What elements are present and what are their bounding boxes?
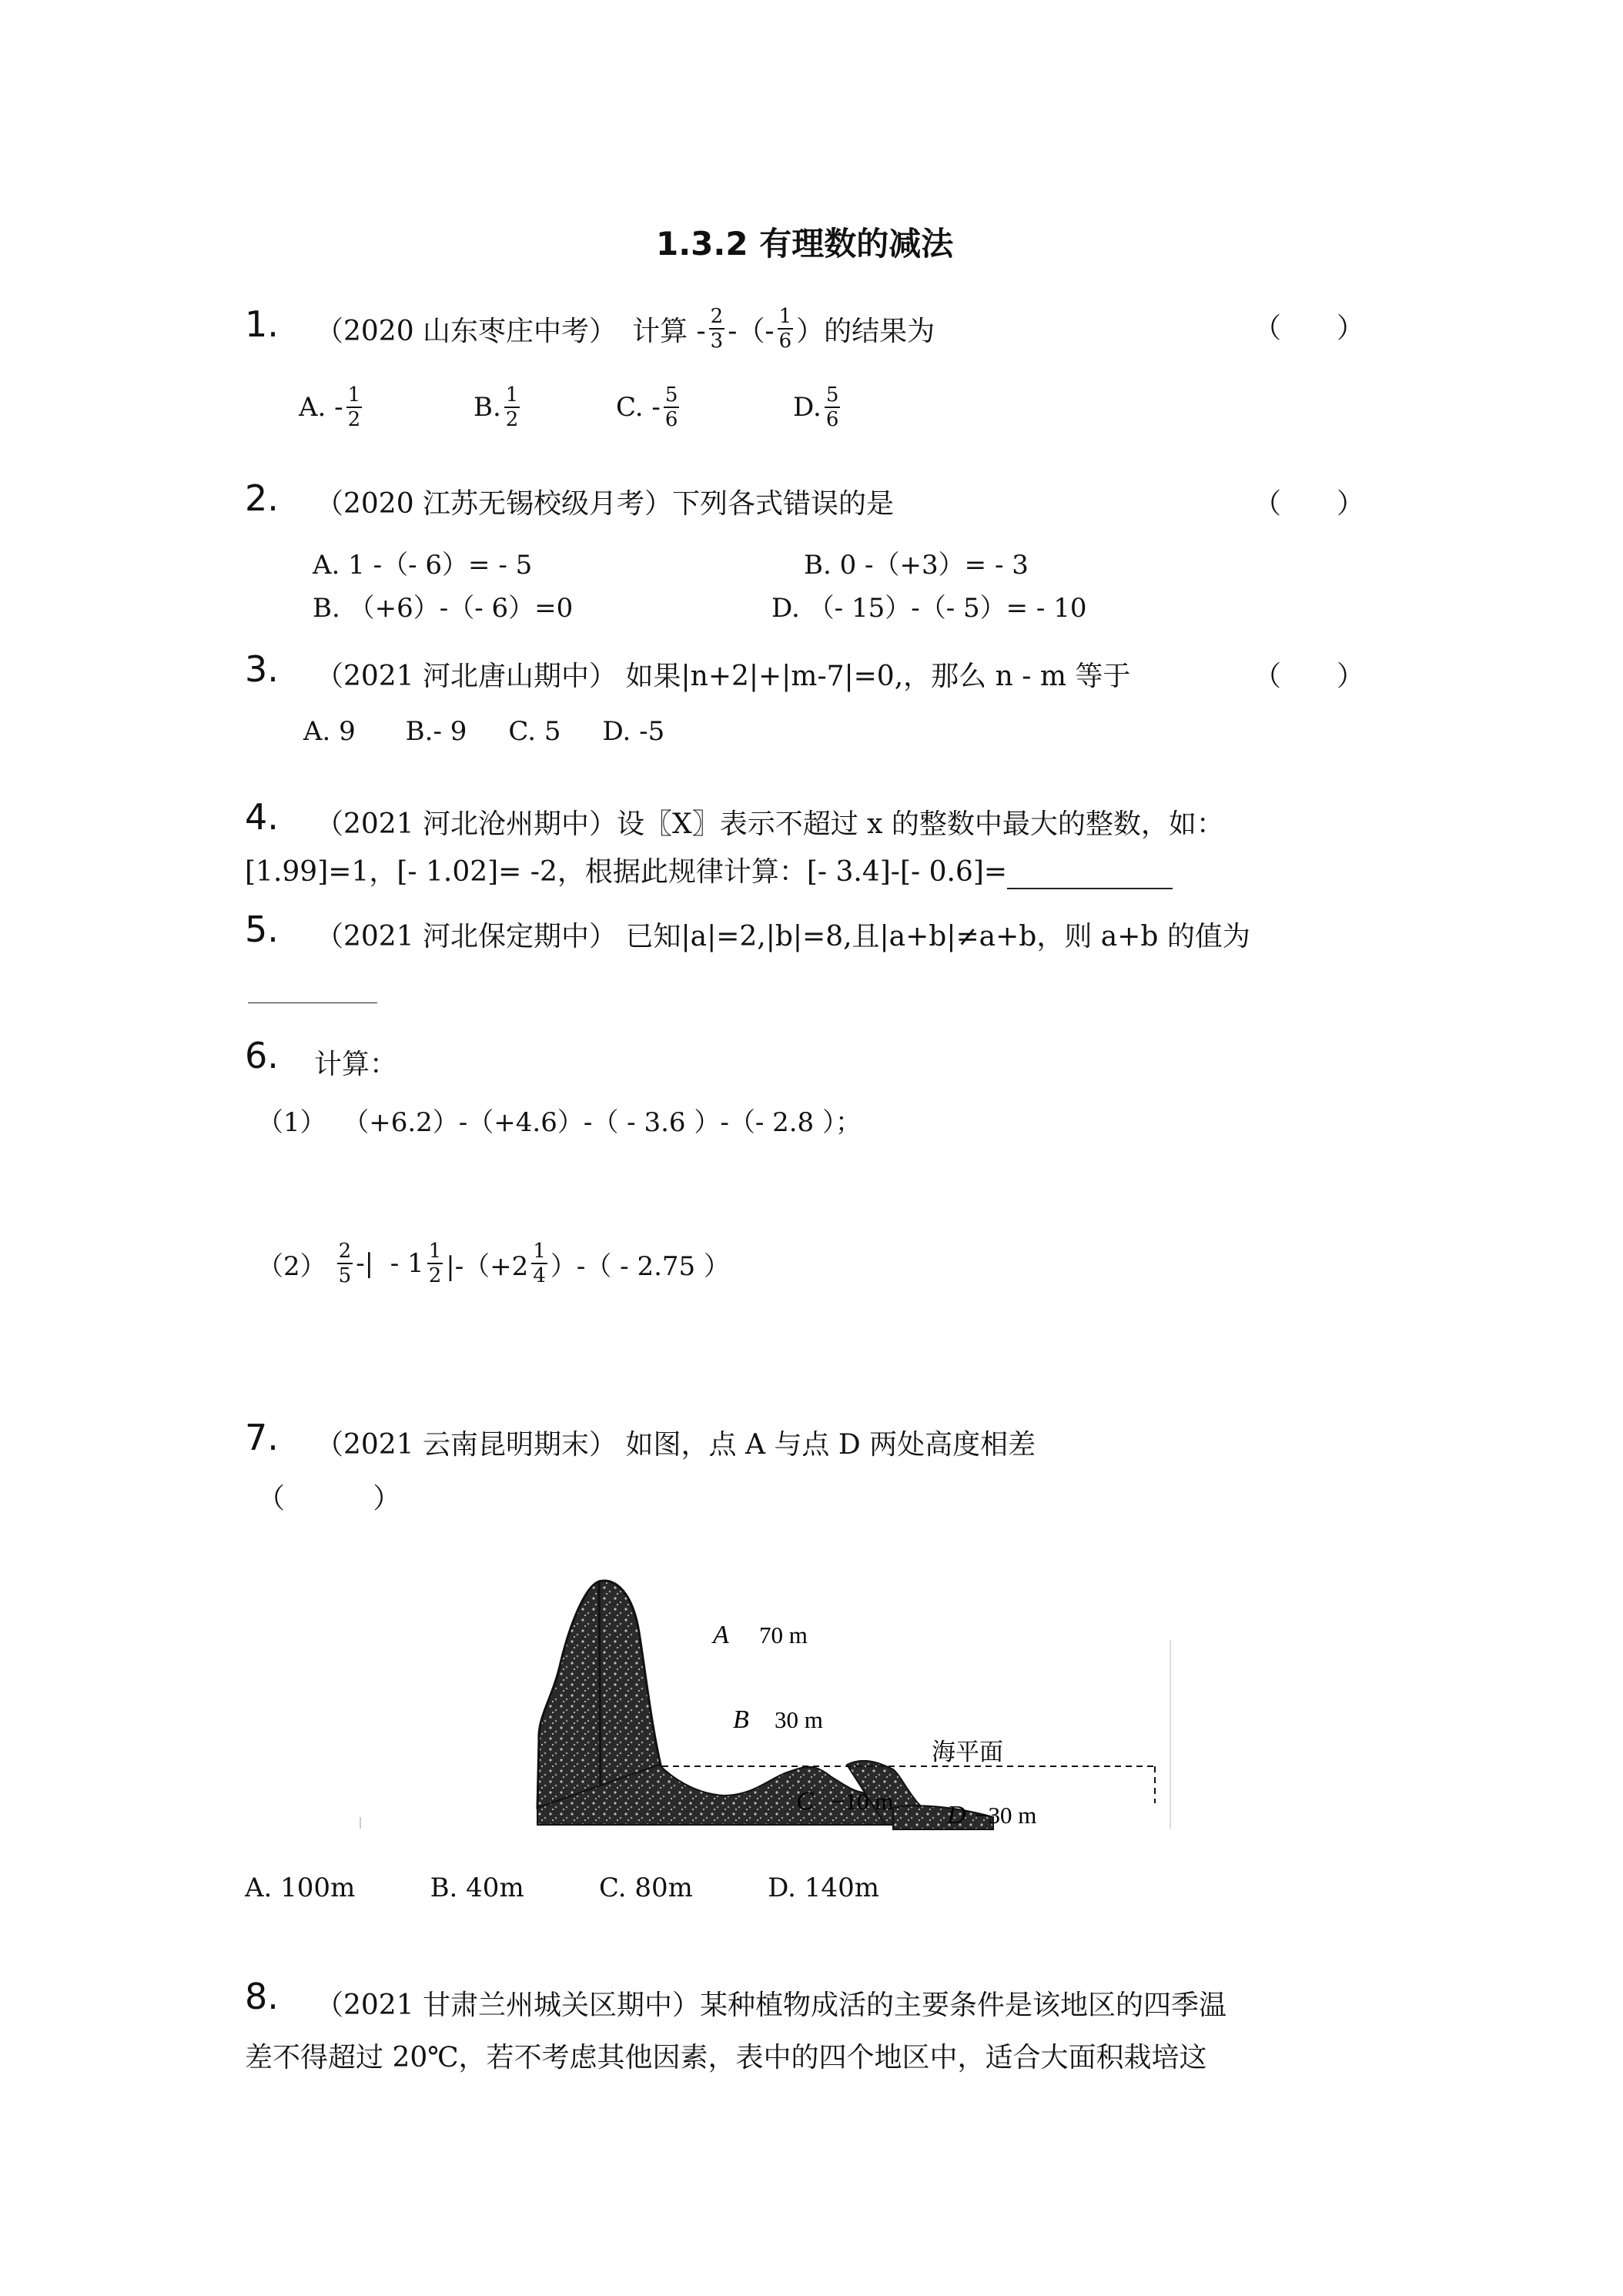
q2-stem: （2020 江苏无锡校级月考）下列各式错误的是 — [316, 488, 895, 520]
q6-label: 计算： — [314, 1049, 398, 1080]
q1-option-a-numerator: 1 — [347, 383, 361, 407]
q6-p2-m2-denominator: 4 — [533, 1264, 546, 1287]
q3-number: 3. — [245, 648, 279, 690]
q7-number: 7. — [245, 1417, 279, 1458]
q1-f2-denominator: 6 — [778, 330, 792, 353]
q1-source: （2020 山东枣庄中考） — [316, 315, 617, 347]
q1-option-d — [793, 385, 843, 430]
q6-p2-seg-c: ）-（ - 2.75 ） — [550, 1250, 730, 1282]
q7-stem: （2021 云南昆明期末） 如图，点 A 与点 D 两处高度相差 — [316, 1429, 1036, 1461]
q4-line-2-text: [1.99]=1，[- 1.02]= -2，根据此规律计算：[- 3.4]-[- 0.6]= — [245, 856, 1008, 888]
q1-tail: ）的结果为 — [796, 315, 935, 347]
point-a-height: 70 m — [759, 1622, 808, 1648]
q1-f2-numerator: 1 — [778, 305, 792, 328]
point-b-height: 30 m — [775, 1706, 823, 1733]
q2-option-c: B. （+6）-（- 6）=0 — [313, 593, 574, 624]
q3-answer-paren: （ ） — [1253, 661, 1365, 692]
q1-option-a — [299, 385, 365, 430]
q6-p2-seg-a: -| - 1 — [356, 1248, 424, 1279]
q1-option-b-label: B. — [474, 392, 501, 423]
q2-option-d: D. （- 15）-（- 5）= - 10 — [771, 593, 1087, 624]
q8-number: 8. — [245, 1976, 279, 2017]
q1-option-b-numerator: 1 — [505, 383, 519, 407]
q1-f1-denominator: 3 — [710, 330, 724, 353]
q1-option-b-fraction — [504, 385, 520, 430]
point-c-height: −10 m — [832, 1788, 894, 1815]
q1-number: 1. — [245, 303, 279, 345]
q4-line-2 — [245, 850, 1173, 889]
q4-number: 4. — [245, 796, 279, 838]
q2-answer-paren: （ ） — [1253, 488, 1365, 520]
q1-fraction-2 — [778, 306, 794, 351]
q8-line-1: （2021 甘肃兰州城关区期中）某种植物成活的主要条件是该地区的四季温 — [316, 1990, 1227, 2021]
q6-number: 6. — [245, 1035, 279, 1076]
q6-part-2 — [257, 1241, 730, 1286]
q5-number: 5. — [245, 909, 279, 950]
q3-options: A. 9 B.- 9 C. 5 D. -5 — [303, 716, 665, 747]
point-b-label: B — [733, 1705, 749, 1734]
q6-p2-f1-denominator: 5 — [338, 1264, 352, 1287]
q1-option-d-fraction — [825, 385, 841, 430]
q1-option-a-denominator: 2 — [347, 408, 361, 431]
q2-option-b: B. 0 -（+3）= - 3 — [804, 550, 1029, 581]
q1-option-c-numerator: 5 — [664, 383, 678, 407]
q6-p2-mixed-2 — [531, 1241, 547, 1286]
q2-number: 2. — [245, 477, 279, 519]
q1-stem — [316, 306, 935, 351]
q1-f1-numerator: 2 — [710, 305, 724, 328]
q5-answer-blank[interactable] — [248, 972, 377, 1003]
q8-line-2: 差不得超过 20℃，若不考虑其他因素，表中的四个地区中，适合大面积栽培这 — [245, 2042, 1207, 2073]
q1-option-b-denominator: 2 — [505, 408, 519, 431]
q1-option-d-numerator: 5 — [825, 383, 839, 407]
point-a-label: A — [713, 1621, 729, 1649]
q4-answer-blank[interactable] — [1007, 862, 1173, 889]
q7-options: A. 100m B. 40m C. 80m D. 140m — [245, 1873, 879, 1903]
point-c-label: C — [796, 1787, 814, 1816]
q6-p2-fraction-1 — [337, 1241, 353, 1286]
q6-p2-m2-numerator: 1 — [533, 1240, 546, 1263]
q1-option-c — [616, 385, 682, 430]
q1-fraction-1 — [709, 306, 725, 351]
q6-part-1: （1） （+6.2）-（+4.6）-（ - 3.6 ）-（- 2.8 ）； — [257, 1107, 862, 1138]
sea-level-label: 海平面 — [932, 1739, 1003, 1766]
q6-p2-mixed-1 — [427, 1241, 443, 1286]
q1-answer-paren: （ ） — [1253, 313, 1365, 344]
q6-part-2-lead: （2） — [257, 1250, 326, 1282]
q1-option-c-fraction — [664, 385, 680, 430]
q6-p2-f1-numerator: 2 — [338, 1240, 352, 1263]
q7-figure — [354, 1563, 1186, 1856]
q5-stem: （2021 河北保定期中） 已知|a|=2,|b|=8,且|a+b|≠a+b，则 a+b 的值为 — [316, 921, 1250, 952]
q1-option-a-label: A. - — [299, 392, 343, 423]
q1-option-c-denominator: 6 — [664, 408, 678, 431]
q3-stem: （2021 河北唐山期中） 如果|n+2|+|m-7|=0,，那么 n - m 等于 — [316, 661, 1131, 692]
q1-lead: 计算 - — [632, 315, 706, 347]
page-title: 1.3.2 有理数的减法 — [656, 225, 954, 263]
q1-option-d-denominator: 6 — [825, 408, 839, 431]
point-d-label: D — [947, 1801, 966, 1829]
q1-mid: -（- — [728, 315, 775, 347]
q6-p2-m1-denominator: 2 — [428, 1264, 442, 1287]
q1-option-b — [474, 385, 523, 430]
q1-option-d-label: D. — [793, 392, 822, 423]
q1-option-a-fraction — [346, 385, 363, 430]
q2-option-a: A. 1 -（- 6）= - 5 — [313, 550, 533, 581]
q6-p2-seg-b: |-（+2 — [446, 1250, 529, 1282]
q7-answer-paren: （ ） — [257, 1483, 401, 1514]
q1-option-c-label: C. - — [616, 392, 661, 423]
point-d-height: −30 m — [975, 1802, 1037, 1829]
q6-p2-m1-numerator: 1 — [428, 1240, 442, 1263]
q4-line-1: （2021 河北沧州期中）设〖X〗表示不超过 x 的整数中最大的整数，如： — [316, 808, 1224, 840]
